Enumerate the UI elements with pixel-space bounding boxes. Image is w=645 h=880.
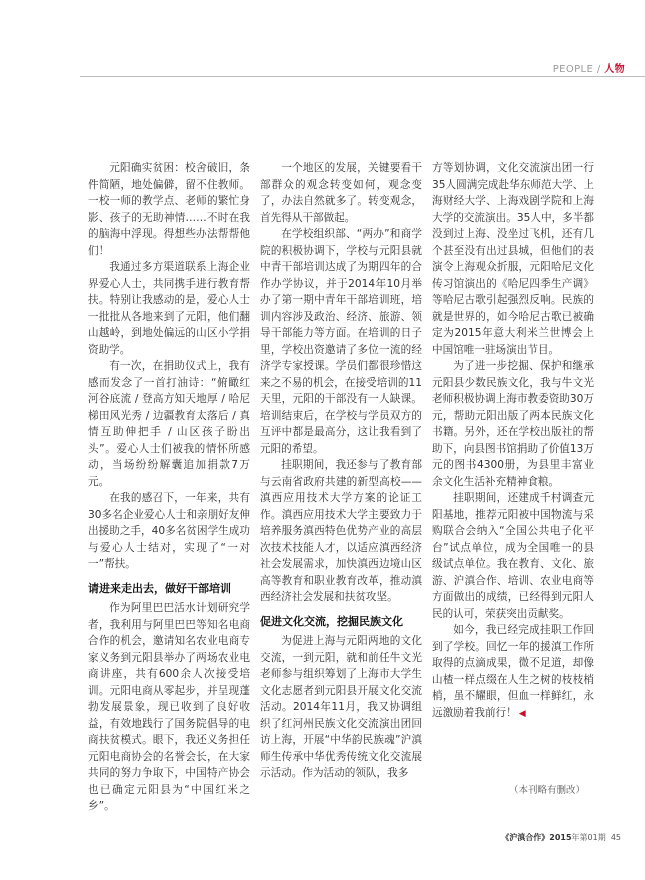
paragraph: 元阳确实贫困：校舍破旧，条件简陋，地处偏僻，留不住教师。一校一师的教学点、老师的繁忙身影、孩子的无助神情……不时在我的脑海中浮现。得想些办法帮帮他们！	[88, 162, 250, 257]
paragraph: 方等划协调，文化交流演出团一行35人圆满完成赴华东师范大学、上海财经大学、上海戏剧学院和上海大学的交流演出。35人中，多半都没到过上海、没坐过飞机，还有几个甚至没有出过县城，但他们的表演令上海观众折服，元阳哈尼文化传习馆演出的《哈尼四季生产调》等哈尼古歌引起强烈反响。民族的就是世界的，如今哈尼古歌已被确定为2015年意大利米兰世博会上中国馆唯一驻场演出节目。	[432, 162, 594, 356]
editor-note: （本刊略有删改）	[508, 785, 585, 796]
paragraph: 我通过多方渠道联系上海企业界爱心人士，共同携手进行教育帮扶。特别让我感动的是，爱心人士一批批从各地来到了元阳，他们翻山越岭，到地处偏远的山区小学捐资助学。	[88, 261, 250, 356]
paragraph-final	[432, 622, 594, 722]
paragraph: 在我的感召下，一年来，共有30多名企业爱心人士和亲朋好友伸出援助之手，40多名贫困学生成功与爱心人士结对，实现了“一对一”帮扶。	[88, 492, 250, 570]
paragraph: 为了进一步挖掘、保护和继承元阳县少数民族文化，我与牛文光老师积极协调上海市教委资助30万元，帮助元阳出版了两本民族文化书籍。另外，还在学校出版社的帮助下，向县图书馆捐助了价值13万元的图书4300册，为县里丰富业余文化生活补充精神食粮。	[432, 360, 594, 488]
footer-magazine: 《沪滇合作》	[501, 833, 550, 842]
section-label-cn: 人物	[604, 64, 625, 75]
paragraph: 一个地区的发展，关键要看干部群众的观念转变如何，观念变了，办法自然就多了。转变观念，首先得从干部做起。	[260, 162, 422, 224]
section-heading: 请进来走出去，做好干部培训	[88, 581, 231, 595]
paragraph: 在学校组织部、“两办”和商学院的积极协调下，学校与元阳县就中青干部培训达成了为期四年的合作办学协议，并于2014年10月举办了第一期中青年干部培训班，培训内容涉及政治、经济、旅游、领导干部能力等方面。在培训的日子里，学校出资邀请了多位一流的经济学专家授课。学员们都很珍惜这来之不易的机会，在接受培训的11天里，元阳的干部没有一人缺课。培训结束后，在学校与学员双方的互评中都是最高分，这让我看到了元阳的希望。	[260, 228, 422, 455]
paragraph: 作为阿里巴巴活水计划研究学者，我利用与阿里巴巴等知名电商合作的机会，邀请知名农业电商专家义务到元阳县举办了两场农业电商讲座，共有600余人次接受培训。元阳电商从零起步，并呈现蓬勃发展景象，现已收到了良好收益，有效地践行了国务院倡导的电商扶贫模式。眼下，我还义务担任元阳电商协会的名誉会长，在大家共同的努力争取下，中国特产协会也已确定元阳县为“中国红米之乡”。	[88, 602, 250, 812]
section-label-en: PEOPLE	[552, 64, 594, 75]
header-rule	[80, 76, 645, 77]
paragraph: 有一次，在捐助仪式上，我有感而发念了一首打油诗：“俯瞰红河谷底流 / 登高方知天地厚 / 哈尼梯田风光秀 / 边疆教育太落后 / 真情互助伸把手 / 山区孩子盼出头”。爱心人士们被我的情怀所感动，当场纷纷解囊追加捐款7万元。	[88, 360, 250, 488]
section-separator: /	[593, 64, 605, 75]
section-header	[553, 60, 625, 75]
paragraph-text: 如今，我已经完成挂职工作回到了学校。回忆一年的援滇工作所取得的点滴成果，微不足道，却像山楂一样点缀在人生之树的枝枝梢梢，虽不耀眼，但血一样鲜红，永远激励着我前行！	[432, 624, 594, 719]
paragraph: 挂职期间，还建成千村调查元阳基地，推荐元阳被中国物流与采购联合会纳入“全国公共电子化平台”试点单位，成为全国唯一的县级试点单位。我在教育、文化、旅游、沪滇合作、培训、农业电商等方面做出的成绩，已经得到元阳人民的认可，荣获突出贡献奖。	[432, 492, 594, 620]
article-column-2	[260, 160, 422, 782]
section-heading: 促进文化交流，挖掘民族文化	[260, 614, 403, 628]
article-column-1	[88, 160, 250, 815]
paragraph: 为促进上海与元阳两地的文化交流，一到元阳，就和前任牛文光老师参与组织筹划了上海市大学生文化志愿者到元阳县开展文化交流活动。2014年11月，我又协调组织了红河州民族文化交流演出团回访上海，开展“中华韵民族魂”沪滇师生传承中华优秀传统文化交流展示活动。作为活动的领队，我多	[260, 635, 422, 779]
end-mark-icon: ◀	[518, 708, 526, 719]
footer-issue: 年第01期	[571, 833, 606, 842]
footer-year: 2015	[549, 833, 572, 842]
paragraph: 挂职期间，我还参与了教育部与云南省政府共建的新型高校——滇西应用技术大学方案的论证工作。滇西应用技术大学主要致力于培养服务滇西特色优势产业的高层次技术技能人才，以适应滇西经济社会发展需求，加快滇西边境山区高等教育和职业教育改革，推动滇西经济社会发展和扶贫攻坚。	[260, 459, 422, 603]
page-number: 45	[610, 833, 621, 842]
page-footer	[501, 832, 621, 843]
article-column-3	[432, 160, 594, 722]
